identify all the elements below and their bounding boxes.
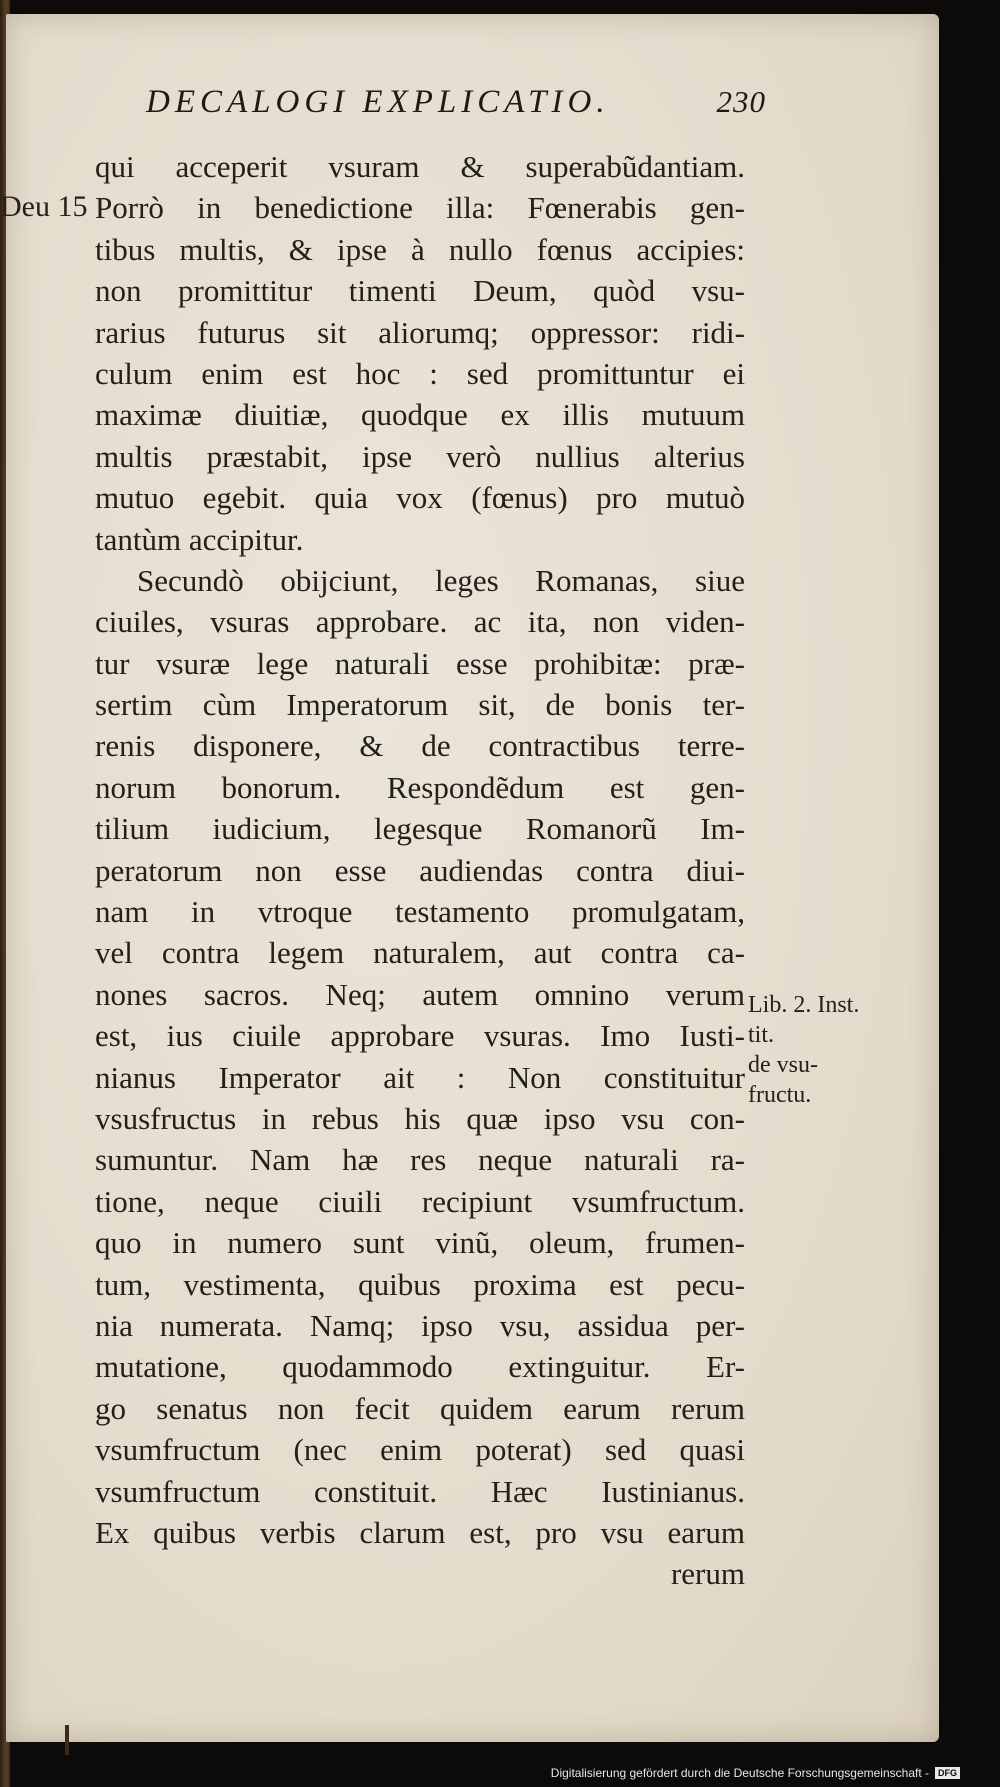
- ink-mark: [65, 1725, 69, 1755]
- credit-text: Digitalisierung gefördert durch die Deutsche Forschungsgemeinschaft -: [550, 1766, 929, 1780]
- text-line: nianus Imperator ait : Non constituitur: [95, 1059, 745, 1095]
- text-line: ciuiles, vsuras approbare. ac ita, non viden-: [95, 604, 745, 640]
- catchword: rerum: [670, 1556, 745, 1592]
- text-line: nam in vtroque testamento promulgatam,: [95, 894, 745, 930]
- text-line: vel contra legem naturalem, aut contra ca-: [95, 935, 745, 971]
- text-line: Ex quibus verbis clarum est, pro vsu earum: [95, 1514, 745, 1550]
- dfg-logo: DFG: [935, 1767, 960, 1779]
- running-head: [146, 84, 766, 121]
- text-line: tantùm accipitur.: [95, 521, 304, 557]
- page-number: 230: [716, 84, 766, 119]
- text-line: quo in numero sunt vinũ, oleum, frumen-: [95, 1225, 745, 1261]
- text-line: tum, vestimenta, quibus proxima est pecu-: [95, 1266, 745, 1302]
- text-line: mutatione, quodammodo extinguitur. Er-: [95, 1349, 745, 1385]
- text-line: nia numerata. Namq; ipso vsu, assidua per-: [95, 1307, 745, 1343]
- running-head-title: DECALOGI EXPLICATIO.: [146, 84, 610, 120]
- digitization-credit: [551, 1766, 960, 1780]
- margin-note-line: fructu.: [748, 1082, 812, 1108]
- text-line: Secundò obijciunt, leges Romanas, siue: [137, 562, 745, 598]
- text-line: vsumfructum (nec enim poterat) sed quasi: [95, 1432, 745, 1468]
- text-line: vsusfructus in rebus his quæ ipso vsu con-: [95, 1100, 745, 1136]
- text-line: tur vsuræ lege naturali esse prohibitæ: præ-: [95, 645, 745, 681]
- text-line: renis disponere, & de contractibus terre-: [95, 728, 745, 764]
- text-line: culum enim est hoc : sed promittuntur ei: [95, 355, 745, 391]
- main-text-block: [95, 146, 745, 1595]
- text-line: non promittitur timenti Deum, quòd vsu-: [95, 273, 745, 309]
- text-line: nones sacros. Neq; autem omnino verum: [95, 976, 745, 1012]
- margin-note-line: de vsu-: [748, 1052, 818, 1078]
- margin-note-left: Deu 15: [0, 190, 88, 223]
- text-line: maximæ diuitiæ, quodque ex illis mutuum: [95, 397, 745, 433]
- text-line: tilium iudicium, legesque Romanorũ Im-: [95, 811, 745, 847]
- text-line: sumuntur. Nam hæ res neque naturali ra-: [95, 1142, 745, 1178]
- text-line: qui acceperit vsuram & superabũdantiam.: [95, 149, 745, 184]
- text-line: sertim cùm Imperatorum sit, de bonis ter-: [95, 687, 745, 723]
- text-line: peratorum non esse audiendas contra diui-: [95, 852, 745, 888]
- text-line: rarius futurus sit aliorumq; oppressor: ridi-: [95, 314, 745, 350]
- text-line: go senatus non fecit quidem earum rerum: [95, 1390, 745, 1426]
- margin-note-line: tit.: [748, 1022, 775, 1048]
- margin-note-right: [748, 990, 866, 1110]
- text-line: tione, neque ciuili recipiunt vsumfructum.: [95, 1183, 745, 1219]
- text-line: vsumfructum constituit. Hæc Iustinianus.: [95, 1473, 745, 1509]
- text-line: mutuo egebit. quia vox (fœnus) pro mutuò: [95, 480, 745, 516]
- text-line: multis præstabit, ipse verò nullius alterius: [95, 438, 745, 474]
- text-line: tibus multis, & ipse à nullo fœnus accipies:: [95, 231, 745, 267]
- text-line: Porrò in benedictione illa: Fœnerabis gen-: [95, 190, 745, 226]
- text-line: est, ius ciuile approbare vsuras. Imo Iusti-: [95, 1018, 745, 1054]
- text-line: norum bonorum. Respondẽdum est gen-: [95, 769, 745, 805]
- margin-note-line: Lib. 2. Inst.: [748, 992, 860, 1018]
